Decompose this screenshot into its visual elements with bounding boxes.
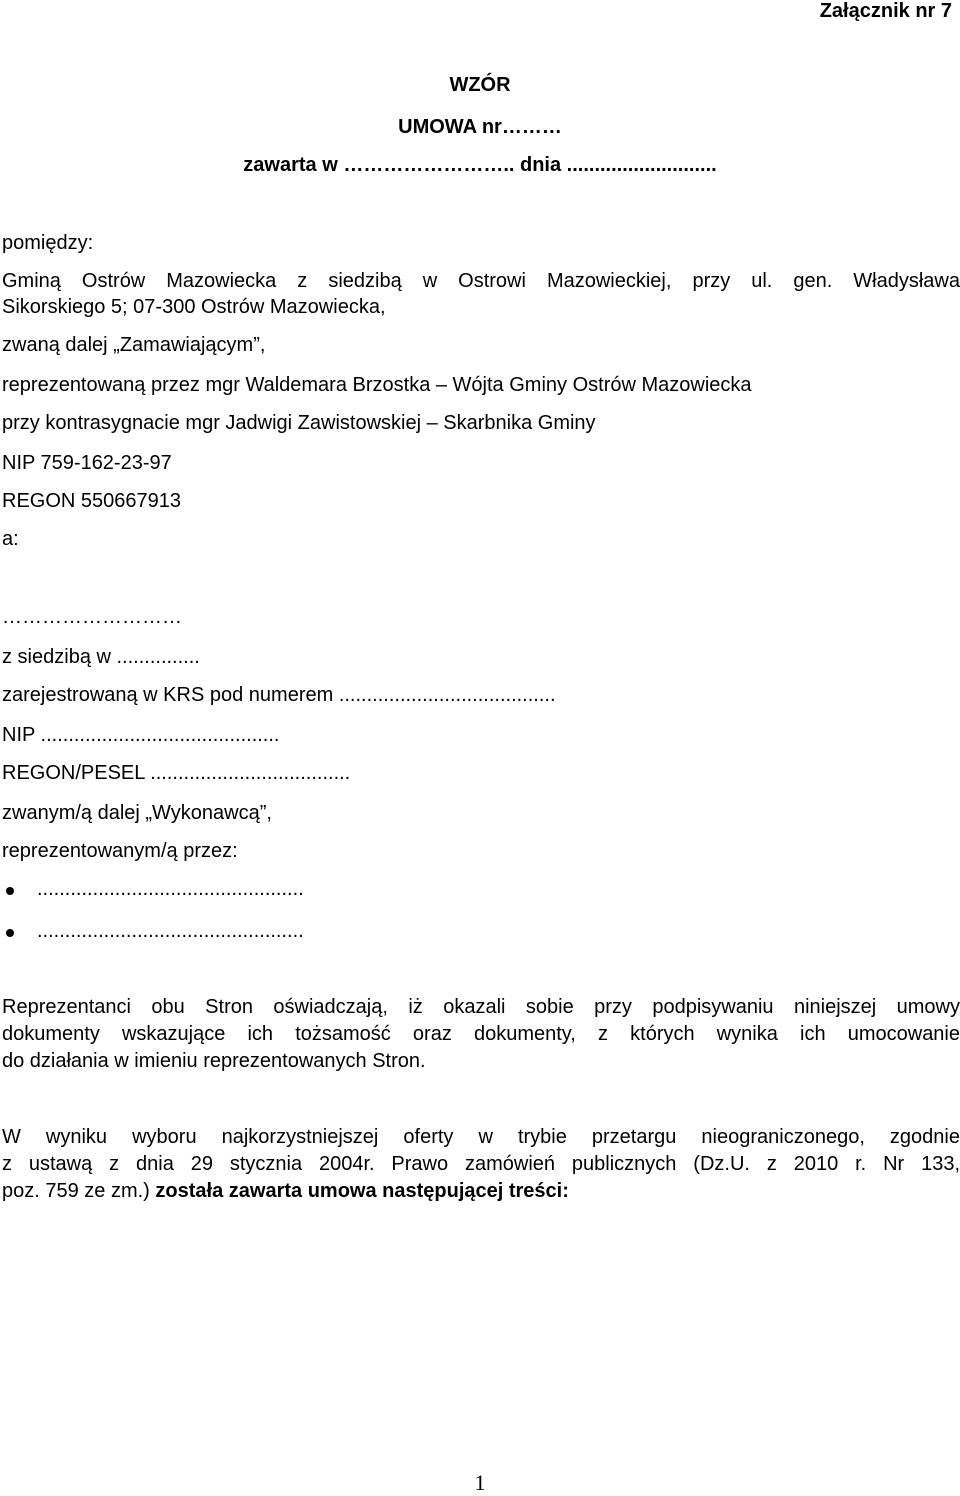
employer-regon: REGON 550667913	[2, 490, 182, 512]
bullet-icon	[6, 887, 14, 895]
tender-result	[2, 1124, 960, 1205]
between-label: pomiędzy:	[2, 232, 94, 254]
representative-item: ................................................	[37, 878, 304, 900]
attachment-label: Załącznik nr 7	[819, 0, 952, 22]
paragraph-line	[2, 1178, 960, 1205]
paragraph-line: Reprezentanci obu Stron oświadczają, iż okazali sobie przy podpisywaniu niniejszej umowy	[2, 996, 960, 1018]
contract-title: UMOWA nr………	[398, 116, 562, 138]
paragraph-line: dokumenty wskazujące ich tożsamość oraz dokumenty, z których wynika ich umocowanie	[2, 1023, 960, 1045]
representatives-declaration	[2, 994, 960, 1075]
representative-item: ................................................	[37, 920, 304, 942]
paragraph-line: W wyniku wyboru najkorzystniejszej oferty w trybie przetargu nieograniczonego, zgodnie	[2, 1126, 960, 1148]
contractor-called: zwanym/ą dalej „Wykonawcą”,	[2, 802, 272, 824]
bullet-icon	[6, 929, 14, 937]
paragraph-line: z ustawą z dnia 29 stycznia 2004r. Prawo zamówień publicznych (Dz.U. z 2010 r. Nr 133,	[2, 1153, 960, 1175]
contract-content-intro: została zawarta umowa następującej treści:	[155, 1180, 569, 1202]
contractor-regon: REGON/PESEL ....................................	[2, 762, 351, 784]
contractor-krs: zarejestrowaną w KRS pod numerem .......................................	[2, 684, 556, 706]
employer-line-2: Sikorskiego 5; 07-300 Ostrów Mazowiecka,	[2, 296, 386, 318]
paragraph-text: poz. 759 ze zm.)	[2, 1180, 156, 1202]
contractor-seat: z siedzibą w ...............	[2, 646, 200, 668]
page-number: 1	[474, 1470, 486, 1495]
paragraph-line: do działania w imieniu reprezentowanych Stron.	[2, 1050, 426, 1072]
and-label: a:	[2, 528, 19, 550]
employer-called: zwaną dalej „Zamawiającym”,	[2, 334, 266, 356]
employer-countersign: przy kontrasygnacie mgr Jadwigi Zawistowskiej – Skarbnika Gminy	[2, 412, 596, 434]
employer-represented: reprezentowaną przez mgr Waldemara Brzostka – Wójta Gminy Ostrów Mazowiecka	[2, 374, 752, 396]
contract-concluded-line: zawarta w …………………….. dnia ...........................	[243, 154, 717, 176]
contractor-name-placeholder: ………………………	[2, 606, 182, 628]
contractor-represented: reprezentowanym/ą przez:	[2, 840, 238, 862]
employer-line-1: Gminą Ostrów Mazowiecka z siedzibą w Ostrowi Mazowieckiej, przy ul. gen. Władysława	[2, 270, 960, 292]
contractor-nip: NIP ...........................................	[2, 724, 280, 746]
template-label: WZÓR	[449, 74, 511, 96]
employer-nip: NIP 759-162-23-97	[2, 452, 172, 474]
